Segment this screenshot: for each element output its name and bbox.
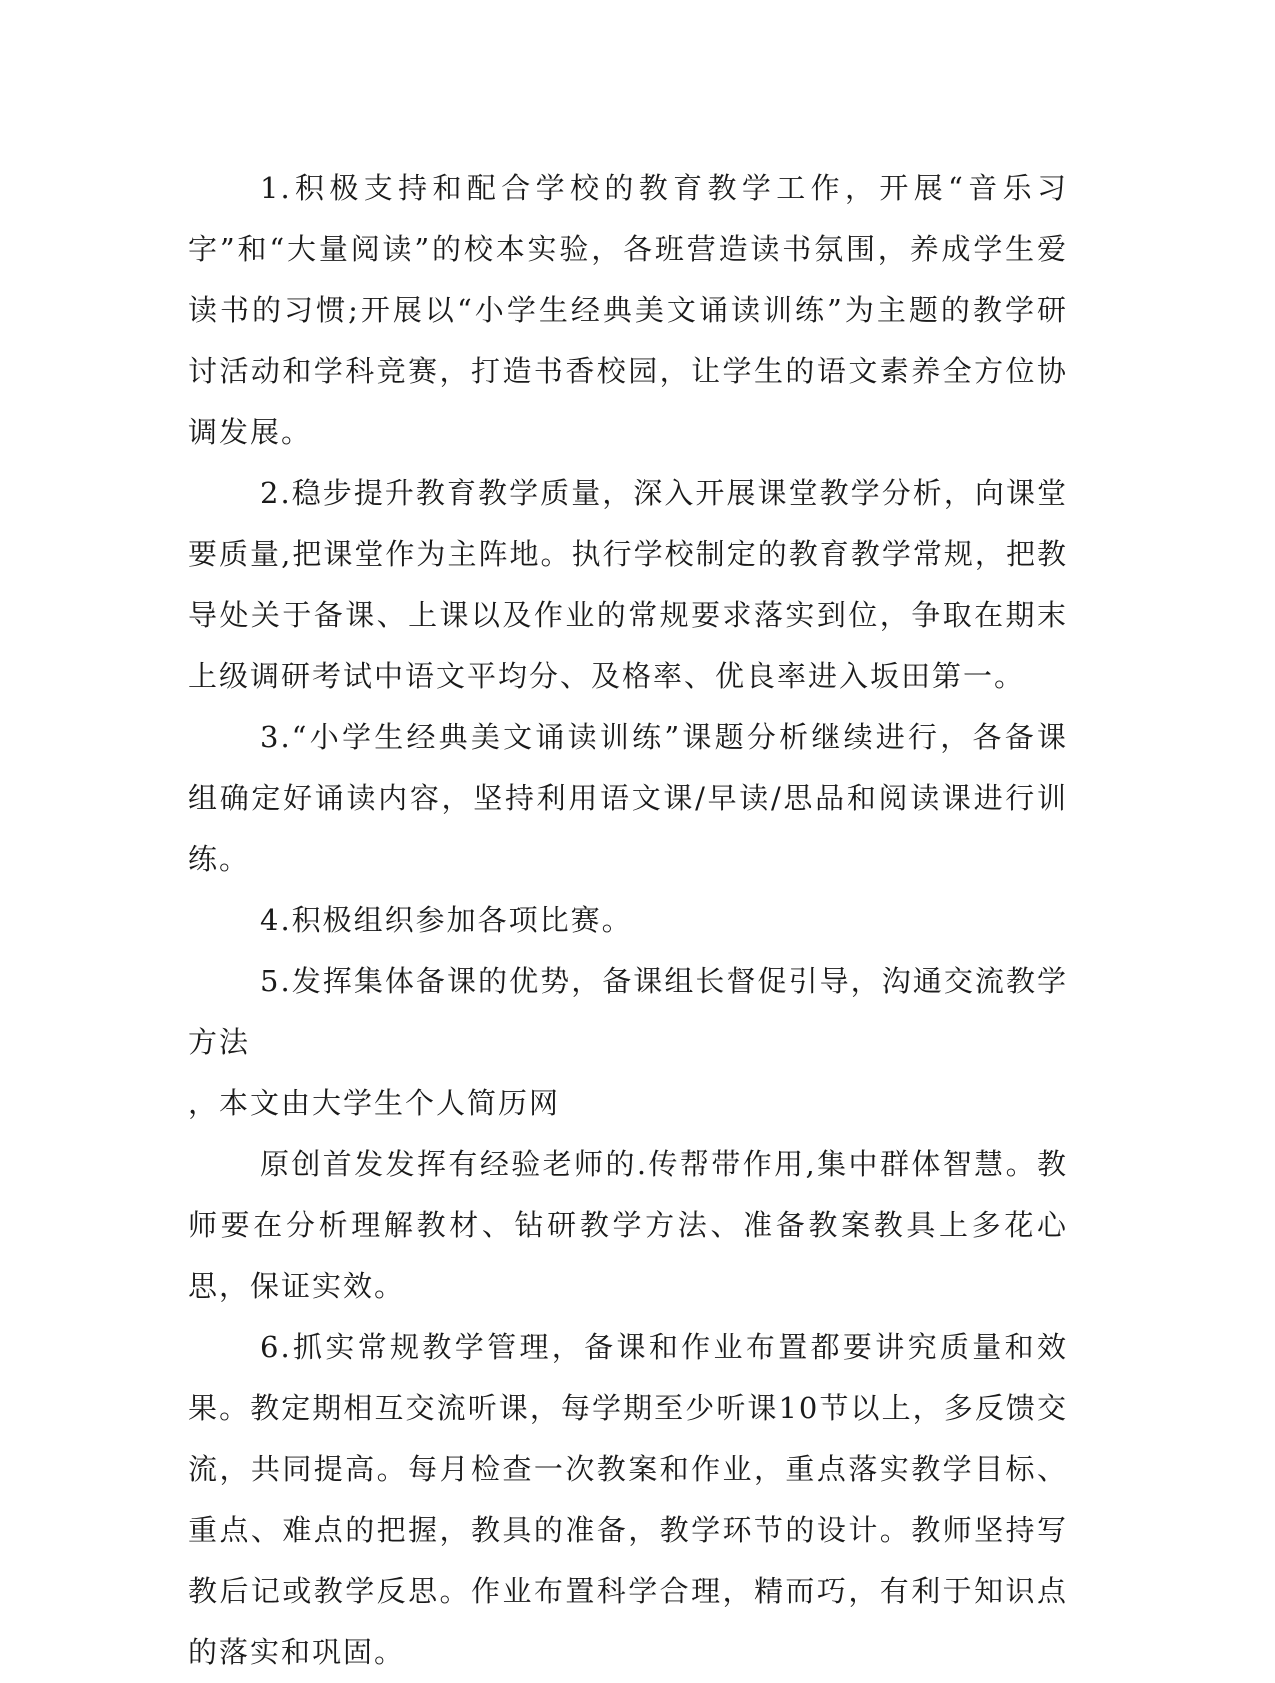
paragraph-6: 原创首发发挥有经验老师的.传帮带作用,集中群体智慧。教师要在分析理解教材、钻研教学方法、准备教案教具上多花心思，保证实效。 [188,1147,1068,1303]
paragraph-5-continuation: ，本文由大学生个人简历网 [188,1086,561,1120]
paragraph-7: 6.抓实常规教学管理，备课和作业布置都要讲究质量和效果。教定期相互交流听课，每学期至少听课10节以上，多反馈交流，共同提高。每月检查一次教案和作业，重点落实教学目标、重点、难点的把握，教具的准备，教学环节的设计。教师坚持写教后记或教学反思。作业布置科学合理，精而巧，有利于知识点的落实和巩固。 [188,1330,1068,1669]
paragraph-1: 1.积极支持和配合学校的教育教学工作，开展“音乐习字”和“大量阅读”的校本实验，各班营造读书氛围，养成学生爱读书的习惯;开展以“小学生经典美文诵读训练”为主题的教学研讨活动和学科竞赛，打造书香校园，让学生的语文素养全方位协调发展。 [188,171,1068,449]
paragraph-2: 2.稳步提升教育教学质量，深入开展课堂教学分析，向课堂要质量,把课堂作为主阵地。执行学校制定的教育教学常规，把教导处关于备课、上课以及作业的常规要求落实到位，争取在期末上级调研考试中语文平均分、及格率、优良率进入坂田第一。 [188,476,1068,693]
paragraph-5: 5.发挥集体备课的优势，备课组长督促引导，沟通交流教学方法 [188,964,1068,1059]
paragraph-4: 4.积极组织参加各项比赛。 [260,903,633,937]
paragraph-3: 3.“小学生经典美文诵读训练”课题分析继续进行，各备课组确定好诵读内容，坚持利用语文课/早读/思品和阅读课进行训练。 [188,720,1068,876]
document-body [188,158,1068,1683]
